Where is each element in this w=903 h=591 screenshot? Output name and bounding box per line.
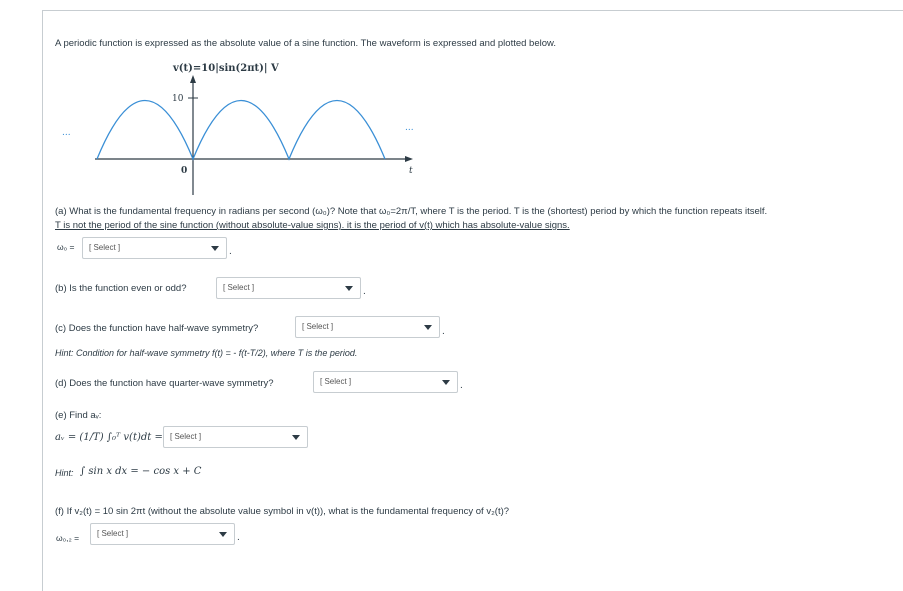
waveform-plot bbox=[55, 55, 425, 200]
select-placeholder: [ Select ] bbox=[223, 283, 255, 292]
period-mark: . bbox=[460, 380, 463, 391]
period-mark: . bbox=[229, 246, 232, 257]
question-d-text: (d) Does the function have quarter-wave symmetry? bbox=[55, 378, 274, 389]
ellipsis-right: ... bbox=[405, 123, 414, 133]
chevron-down-icon bbox=[211, 246, 219, 251]
question-c-text: (c) Does the function have half-wave symmetry? bbox=[55, 323, 259, 334]
select-placeholder: [ Select ] bbox=[170, 432, 202, 441]
select-average[interactable] bbox=[163, 426, 308, 448]
omega0-label: ω₀ = bbox=[57, 242, 75, 252]
period-mark: . bbox=[237, 532, 240, 543]
question-e-hint-formula: ∫ sin x dx = − cos x + C bbox=[80, 466, 202, 477]
plot-title: v(t)=10|sin(2πt)| V bbox=[173, 63, 279, 74]
period-mark: . bbox=[363, 286, 366, 297]
question-a-text: (a) What is the fundamental frequency in radians per second (ω₀)? Note that ω₀=2π/T, where T is the period. T is the (shortest) period by which the function repeats itself. bbox=[55, 206, 768, 217]
chevron-down-icon bbox=[292, 435, 300, 440]
period-mark: . bbox=[442, 326, 445, 337]
x-axis-label: t bbox=[409, 166, 413, 176]
x-axis-arrow bbox=[405, 156, 413, 162]
question-a-note: T is not the period of the sine function (without absolute-value signs). it is the period of v(t) which has absolute-value signs. bbox=[55, 220, 570, 231]
select-placeholder: [ Select ] bbox=[97, 529, 129, 538]
select-quarter-wave[interactable] bbox=[313, 371, 458, 393]
chevron-down-icon bbox=[424, 325, 432, 330]
waveform-curve bbox=[97, 101, 385, 160]
origin-label: 0 bbox=[181, 166, 188, 176]
chevron-down-icon bbox=[345, 286, 353, 291]
question-b-text: (b) Is the function even or odd? bbox=[55, 283, 187, 294]
ellipsis-left: ... bbox=[62, 128, 71, 138]
chevron-down-icon bbox=[219, 532, 227, 537]
select-even-odd[interactable] bbox=[216, 277, 361, 299]
y-tick-label: 10 bbox=[172, 94, 184, 104]
question-e-hint-label: Hint: bbox=[55, 468, 74, 478]
select-placeholder: [ Select ] bbox=[89, 243, 121, 252]
chevron-down-icon bbox=[442, 380, 450, 385]
select-omega02[interactable] bbox=[90, 523, 235, 545]
question-e-text: (e) Find aᵥ: bbox=[55, 410, 102, 421]
question-f-text: (f) If v₂(t) = 10 sin 2πt (without the absolute value symbol in v(t)), what is the fundamental frequency of v₂(t)? bbox=[55, 506, 510, 517]
select-half-wave[interactable] bbox=[295, 316, 440, 338]
select-placeholder: [ Select ] bbox=[320, 377, 352, 386]
y-axis-arrow bbox=[190, 75, 196, 83]
omega02-label: ω₀,₂ = bbox=[56, 533, 80, 543]
select-omega0[interactable] bbox=[82, 237, 227, 259]
question-c-hint: Hint: Condition for half-wave symmetry f(t) = - f(t-T/2), where T is the period. bbox=[55, 348, 358, 358]
select-placeholder: [ Select ] bbox=[302, 322, 334, 331]
average-formula: aᵥ = (1/T) ∫₀ᵀ v(t)dt = bbox=[55, 432, 163, 443]
intro-text: A periodic function is expressed as the absolute value of a sine function. The waveform is expressed and plotted below. bbox=[55, 38, 556, 49]
